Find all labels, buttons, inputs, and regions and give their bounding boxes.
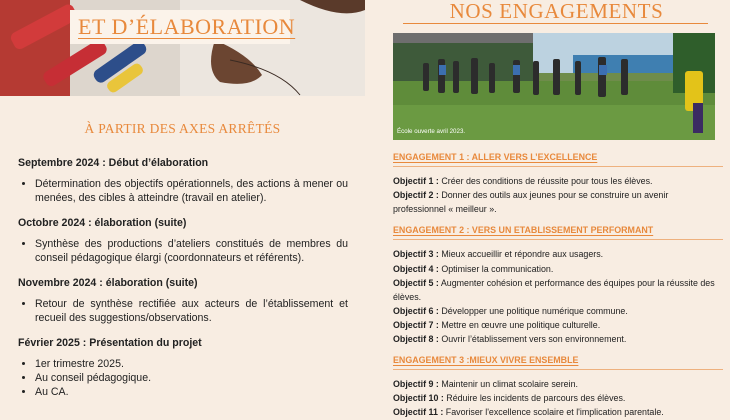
objective-label: Objectif 2 : bbox=[393, 190, 439, 201]
right-title: NOS ENGAGEMENTS bbox=[449, 0, 664, 23]
left-panel bbox=[0, 0, 365, 410]
engagement-divider bbox=[393, 166, 723, 167]
objective-label: Objectif 11 : bbox=[393, 407, 444, 418]
timeline-period: Février 2025 : Présentation du projet bbox=[18, 337, 202, 349]
title-underline bbox=[403, 23, 708, 24]
list-item: • Synthèse des productions d’ateliers constitués de membres du conseil pédagogique élargi (coordonnateurs et référents). bbox=[35, 237, 348, 265]
objective-text: Réduire les incidents de parcours des élèves. bbox=[443, 393, 626, 404]
objective-item bbox=[393, 304, 723, 318]
objective-text: Mieux accueillir et répondre aux usagers. bbox=[438, 249, 604, 260]
objective-label: Objectif 1 : bbox=[393, 176, 439, 187]
objective-label: Objectif 5 : bbox=[393, 277, 439, 288]
left-title: ET D’ÉLABORATION bbox=[78, 14, 296, 39]
objective-text: Créer des conditions de réussite pour tous les élèves. bbox=[438, 176, 653, 187]
objective-item bbox=[393, 174, 723, 188]
timeline-list bbox=[18, 297, 348, 325]
objective-item bbox=[393, 247, 723, 261]
objective-item bbox=[393, 405, 723, 419]
right-panel bbox=[383, 0, 730, 418]
engagements-list bbox=[393, 150, 723, 420]
objective-label: Objectif 4 : bbox=[393, 263, 439, 274]
objective-item bbox=[393, 188, 723, 216]
outdoor-photo-illustration bbox=[393, 33, 715, 140]
list-item: • Au conseil pédagogique. bbox=[35, 371, 348, 385]
timeline bbox=[18, 156, 348, 410]
list-item: • 1er trimestre 2025. bbox=[35, 357, 348, 371]
outdoor-photo bbox=[393, 33, 715, 140]
engagement-divider bbox=[393, 239, 723, 240]
engagement-heading: ENGAGEMENT 2 : VERS UN ETABLISSEMENT PERFORMANT bbox=[393, 225, 654, 236]
objective-text: Favoriser l'excellence scolaire et l'implication parentale. bbox=[443, 407, 664, 418]
timeline-period: Novembre 2024 : élaboration (suite) bbox=[18, 277, 198, 289]
objective-text: Optimiser la communication. bbox=[438, 263, 554, 274]
timeline-period: Septembre 2024 : Début d’élaboration bbox=[18, 157, 209, 169]
objective-label: Objectif 3 : bbox=[393, 249, 439, 260]
objective-item bbox=[393, 262, 723, 276]
objective-label: Objectif 6 : bbox=[393, 305, 439, 316]
timeline-period: Octobre 2024 : élaboration (suite) bbox=[18, 217, 187, 229]
objective-text: Maintenir un climat scolaire serein. bbox=[438, 379, 578, 390]
timeline-list bbox=[18, 237, 348, 265]
engagement-heading: ENGAGEMENT 1 : ALLER VERS L’EXCELLENCE bbox=[393, 152, 598, 162]
objective-item bbox=[393, 377, 723, 391]
objective-text: Donner des outils aux jeunes pour se construire un avenir professionnel « meilleur ». bbox=[393, 190, 669, 215]
left-subtitle: À PARTIR DES AXES ARRÊTÉS bbox=[84, 121, 281, 136]
objective-item bbox=[393, 318, 723, 332]
list-item: • Au CA. bbox=[35, 385, 348, 399]
objective-item bbox=[393, 332, 723, 346]
objective-label: Objectif 9 : bbox=[393, 379, 439, 390]
list-item: • Retour de synthèse rectifiée aux acteurs de l’établissement et recueil des suggestions/observations. bbox=[35, 297, 348, 325]
engagement-heading: ENGAGEMENT 3 :MIEUX VIVRE ENSEMBLE bbox=[393, 355, 579, 366]
objective-text: Mettre en œuvre une politique culturelle. bbox=[438, 319, 601, 330]
objective-text: Augmenter cohésion et performance des équipes pour la réussite des élèves. bbox=[393, 277, 715, 302]
objective-label: Objectif 10 : bbox=[393, 393, 444, 404]
list-item: • Détermination des objectifs opérationnels, des actions à mener ou menées, des cibles à atteindre (travail en atelier). bbox=[35, 177, 348, 205]
objective-label: Objectif 8 : bbox=[393, 334, 439, 345]
objective-item bbox=[393, 391, 723, 405]
objective-label: Objectif 7 : bbox=[393, 319, 439, 330]
objective-text: Ouvrir l’établissement vers son environnement. bbox=[438, 334, 627, 345]
timeline-list bbox=[18, 177, 348, 205]
engagement-divider bbox=[393, 369, 723, 370]
objective-item bbox=[393, 276, 723, 304]
timeline-list bbox=[18, 357, 348, 399]
photo-caption: École ouverte avril 2023. bbox=[397, 128, 466, 135]
objective-text: Développer une politique numérique commune. bbox=[438, 305, 628, 316]
